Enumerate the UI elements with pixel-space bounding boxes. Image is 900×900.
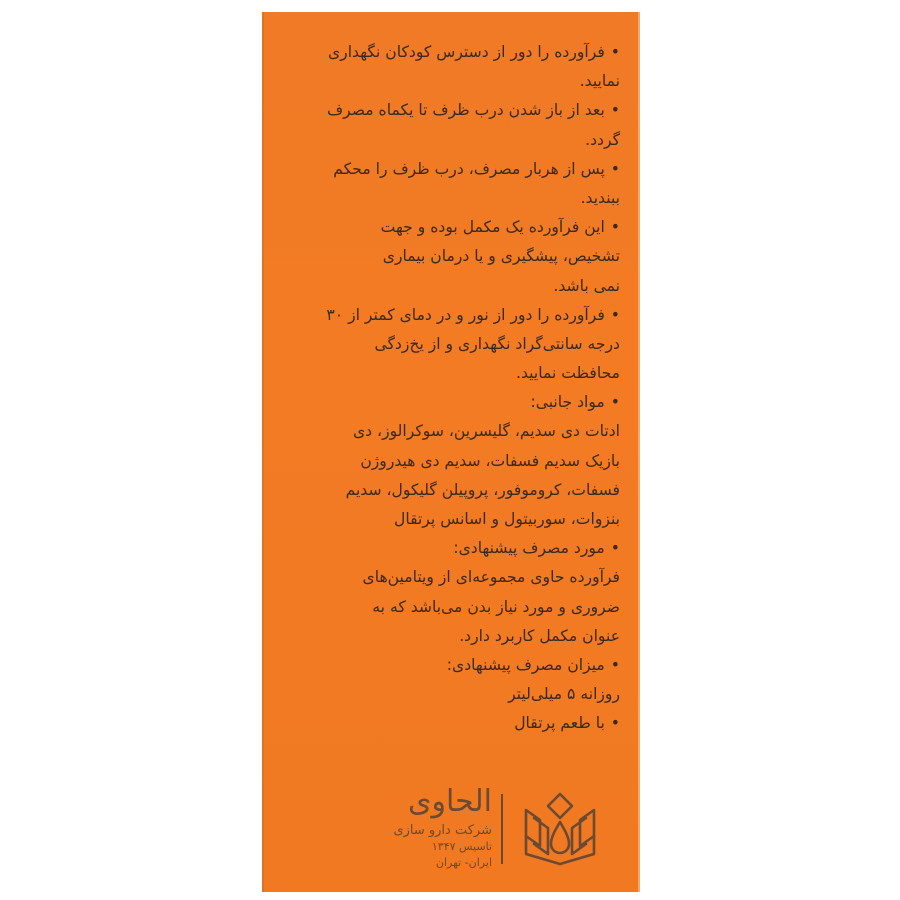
brand-text [292,782,492,871]
instruction-line: گردد. [585,130,620,149]
brand-name: الحاوی [408,784,492,819]
brand-logo [292,776,622,876]
section-heading: • میزان مصرف پیشنهادی: [286,651,620,680]
usage-line: عنوان مکمل کاربرد دارد. [459,626,620,645]
logo-divider [501,794,503,864]
brand-founded: تاسیس ۱۳۴۷ [431,840,492,853]
ingredients-line: بنزوات، سوربیتول و اسانس پرتقال [394,510,620,528]
flavor-line: • با طعم پرتقال [286,709,620,738]
section-heading: • مورد مصرف پیشنهادی: [286,534,620,563]
brand-location: ایران- تهران [435,856,492,869]
brand-subtitle: شرکت دارو سازی [393,823,492,838]
ingredients-line: فسفات، کروموفور، پروپیلن گلیکول، سدیم [345,480,620,499]
ingredients-line: بازیک سدیم فسفات، سدیم دی هیدروژن [360,451,620,470]
instruction-line: محافظت نمایید. [516,364,620,383]
instruction-line: ببندید. [580,188,620,207]
instruction-line: • بعد از باز شدن درب ظرف تا یکماه مصرف [286,96,620,125]
usage-line: فرآورده حاوی مجموعه‌ای از ویتامین‌های [362,568,620,587]
instruction-line: نمی باشد. [553,276,620,295]
instruction-line: • این فرآورده یک مکمل بوده و جهت [286,213,620,242]
ingredients-line: ادتات دی سدیم، گلیسرین، سوکرالوز، دی [352,422,620,441]
instruction-line: درجه سانتی‌گراد نگهداری و از یخ‌زدگی [374,334,620,353]
dosage-line: روزانه ۵ میلی‌لیتر [508,685,620,704]
instruction-line: نمایید. [579,72,620,91]
instruction-line: • فرآورده را دور از دسترس کودکان نگهداری [286,38,620,67]
instruction-line: • پس از هربار مصرف، درب ظرف را محکم [286,155,620,184]
usage-line: ضروری و مورد نیاز بدن می‌باشد که به [372,597,620,616]
orange-package-side [262,12,640,892]
instruction-line: • فرآورده را دور از نور و در دمای کمتر از ۳۰ [286,301,620,330]
section-heading: • مواد جانبی: [286,388,620,417]
instruction-line: تشخیص، پیشگیری و یا درمان بیماری [382,247,620,266]
book-drop-emblem-icon [518,788,602,868]
instructions-text [286,38,620,739]
